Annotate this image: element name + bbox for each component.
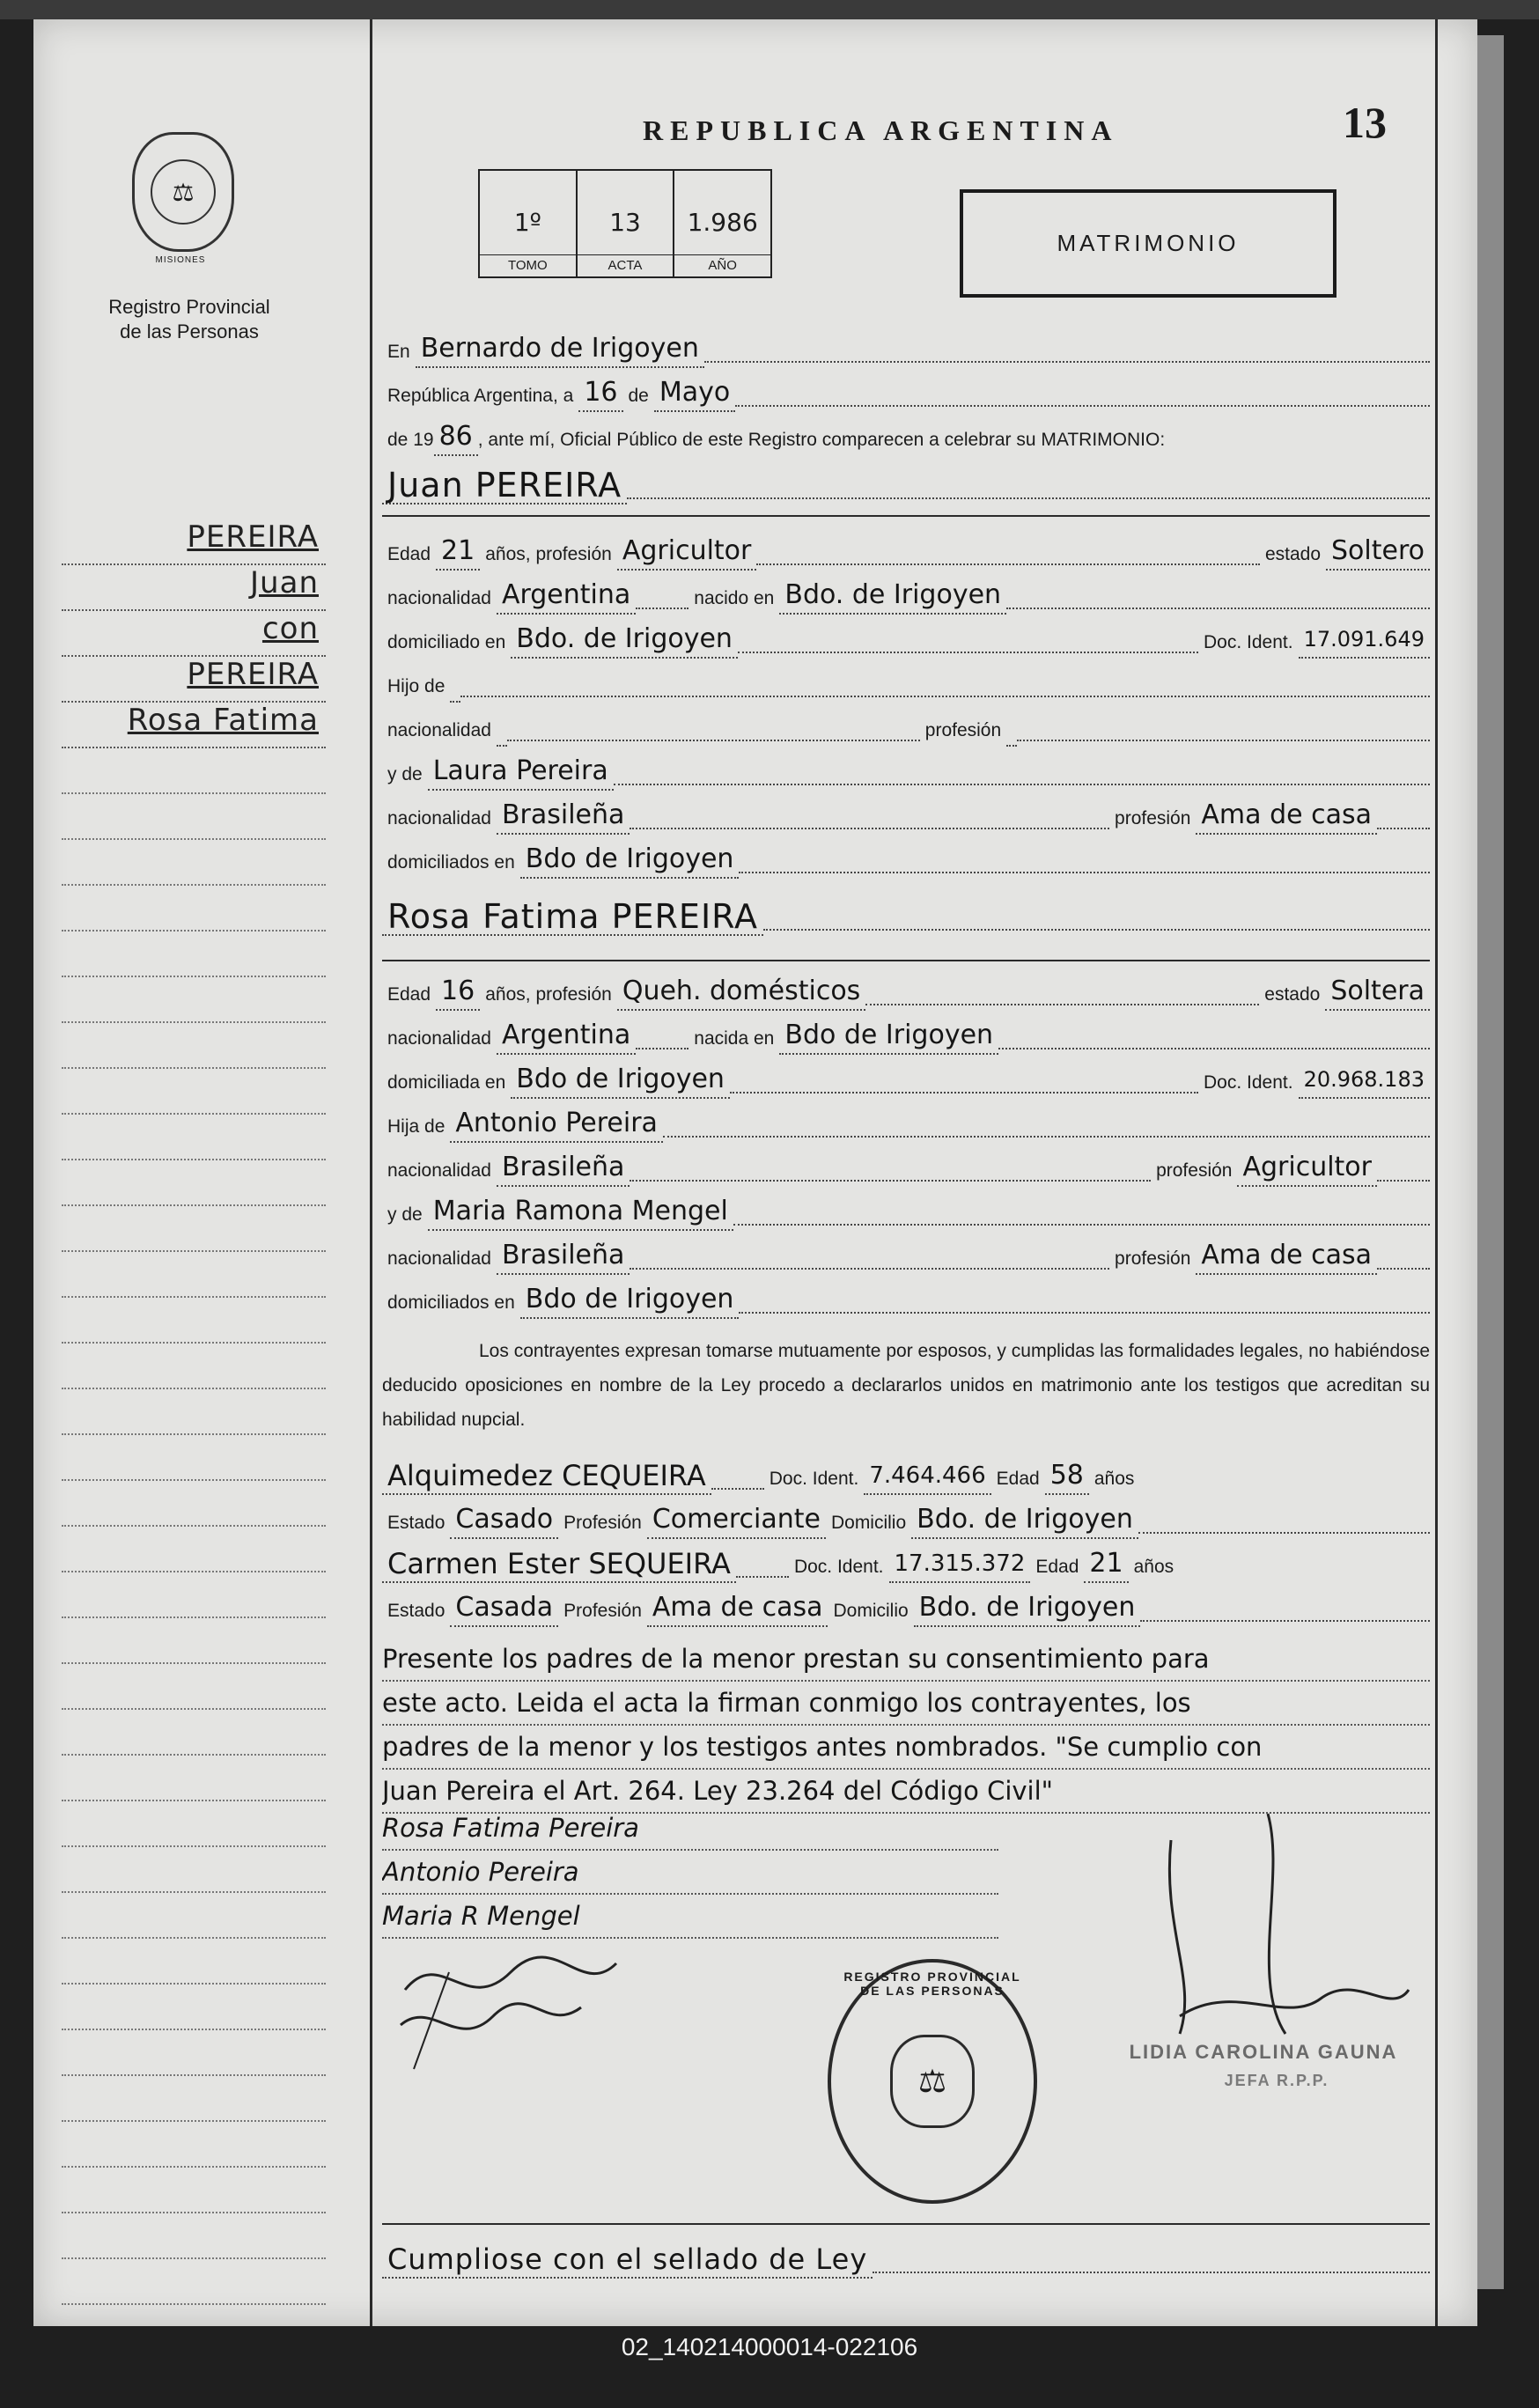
- label: nacionalidad: [387, 1248, 491, 1269]
- bride-name: Rosa Fatima PEREIRA: [382, 901, 763, 936]
- bride-mother-profession: Ama de casa: [1196, 1240, 1377, 1275]
- label: domiciliados en: [387, 852, 515, 873]
- label: Domicilio: [830, 1513, 907, 1533]
- label: de 19: [387, 430, 434, 450]
- groom-birthplace: Bdo. de Irigoyen: [779, 579, 1006, 615]
- officer-signature-icon: [1145, 1805, 1426, 2051]
- label: Hijo de: [387, 676, 446, 696]
- label: Doc. Ident.: [1204, 1072, 1293, 1093]
- coat-of-arms-icon: ⚖: [132, 132, 234, 252]
- label: Edad: [387, 544, 431, 564]
- acta-cell: [578, 171, 675, 276]
- margin-ruled-lines: [62, 748, 326, 2305]
- groom-doc: 17.091.649: [1299, 623, 1430, 659]
- record-type: MATRIMONIO: [960, 189, 1336, 298]
- witness-2-row: [382, 1541, 1430, 1583]
- divider: [382, 515, 1430, 517]
- label: nacionalidad: [387, 720, 491, 740]
- groom-father-nationality: [497, 743, 507, 747]
- bride-name-row: [382, 894, 1430, 936]
- margin-name: PEREIRA: [62, 519, 326, 565]
- book-edge-right: [1477, 35, 1504, 2289]
- handwritten-notes: [382, 1638, 1430, 1814]
- label: Edad: [996, 1469, 1040, 1489]
- label: años: [1094, 1469, 1135, 1489]
- declaration-text: Los contrayentes expresan tomarse mutuamente por esposos, y cumplidas las formalidades legales, no habiéndose deducido oposiciones en nombre de la Ley procedo a declararlos unidos en matrimonio ante los testigos que acreditan su habilidad nupcial.: [382, 1341, 1430, 1430]
- label: nacionalidad: [387, 808, 491, 828]
- groom-domicile-row: [382, 616, 1430, 659]
- officer-role: JEFA R.P.P.: [1224, 2072, 1329, 2089]
- label: En: [387, 342, 410, 362]
- label: profesión: [924, 720, 1002, 740]
- label: Edad: [1035, 1557, 1079, 1577]
- signature: Rosa Fatima Pereira: [382, 1807, 998, 1851]
- record-reference-box: [478, 169, 772, 278]
- label: años, profesión: [485, 984, 612, 1005]
- date-row: [382, 370, 1430, 412]
- witness-1-row: [382, 1453, 1430, 1495]
- witness-1-doc: 7.464.466: [864, 1460, 990, 1495]
- registry-line-1: Registro Provincial: [108, 296, 270, 318]
- bride-birthplace: Bdo de Irigoyen: [779, 1020, 998, 1055]
- acta-label: ACTA: [578, 254, 674, 273]
- place-row: [382, 326, 1430, 368]
- bride-nationality: Argentina: [497, 1020, 636, 1055]
- bride-father-nationality: Brasileña: [497, 1152, 630, 1187]
- label: Estado: [387, 1513, 446, 1533]
- witness-2-age: 21: [1084, 1548, 1128, 1583]
- divider: [382, 2223, 1430, 2225]
- label: Estado: [387, 1601, 446, 1621]
- groom-mother: Laura Pereira: [428, 755, 614, 791]
- witness-2-doc: 17.315.372: [889, 1548, 1031, 1583]
- bride-status: Soltera: [1325, 976, 1430, 1011]
- bride-age-row: [382, 968, 1430, 1011]
- margin-name: con: [62, 611, 326, 657]
- groom-mother-row: [382, 748, 1430, 791]
- year-value: 86: [434, 421, 478, 456]
- groom-name-row: [382, 462, 1430, 504]
- label: años: [1133, 1557, 1174, 1577]
- label: domiciliado en: [387, 632, 506, 652]
- groom-nationality: Argentina: [497, 579, 636, 615]
- note-line: padres de la menor y los testigos antes nombrados. "Se cumplio con: [382, 1726, 1430, 1770]
- bride-nationality-row: [382, 1013, 1430, 1055]
- registry-line-2: de las Personas: [120, 320, 259, 342]
- signatures: [382, 1807, 998, 1939]
- signature: Antonio Pereira: [382, 1851, 998, 1895]
- label: profesión: [1156, 1160, 1233, 1181]
- witness-1-status: Casado: [450, 1504, 558, 1539]
- witness-1-age: 58: [1045, 1460, 1089, 1495]
- label: Doc. Ident.: [1204, 632, 1293, 652]
- groom-father-row: [382, 660, 1430, 703]
- note-line: Juan Pereira el Art. 264. Ley 23.264 del Código Civil": [382, 1770, 1430, 1814]
- groom-nationality-row: [382, 572, 1430, 615]
- label: Doc. Ident.: [793, 1557, 884, 1577]
- stamp-emblem-icon: ⚖: [890, 2035, 975, 2128]
- bride-mother-row: [382, 1189, 1430, 1231]
- groom-mother-nationality: Brasileña: [497, 799, 630, 835]
- bride-father-row: [382, 1101, 1430, 1143]
- label: y de: [387, 1204, 423, 1225]
- margin-rule: [370, 19, 372, 2326]
- label: domiciliada en: [387, 1072, 506, 1093]
- label: Doc. Ident.: [769, 1469, 859, 1489]
- ano-value: 1.986: [687, 208, 758, 237]
- witness-2-name: Carmen Ester SEQUEIRA: [382, 1548, 736, 1583]
- label: profesión: [1115, 808, 1191, 828]
- groom-parents-domicile: Bdo de Irigoyen: [520, 843, 740, 879]
- label: de: [628, 386, 649, 406]
- right-rule: [1435, 19, 1438, 2326]
- label: Domicilio: [833, 1601, 909, 1621]
- divider: [382, 960, 1430, 961]
- groom-parents-domicile-row: [382, 836, 1430, 879]
- groom-father-profession: [1006, 743, 1017, 747]
- label: Edad: [387, 984, 431, 1005]
- label: y de: [387, 764, 423, 784]
- bride-domicile-row: [382, 1057, 1430, 1099]
- registry-name: [88, 295, 291, 344]
- label: Profesión: [563, 1513, 642, 1533]
- signature: Maria R Mengel: [382, 1895, 998, 1939]
- label: profesión: [1115, 1248, 1191, 1269]
- official-stamp: [828, 1959, 1037, 2204]
- groom-father-nat-row: [382, 704, 1430, 747]
- label: estado: [1264, 544, 1322, 564]
- bride-father-nat-row: [382, 1145, 1430, 1187]
- tomo-value: 1º: [513, 208, 541, 237]
- label: nacionalidad: [387, 1160, 491, 1181]
- groom-status: Soltero: [1326, 535, 1430, 571]
- tomo-cell: [480, 171, 578, 276]
- witness-signatures-icon: [387, 1937, 652, 2095]
- label: Hija de: [387, 1116, 446, 1137]
- image-id: 02_140214000014-022106: [621, 2333, 918, 2360]
- book-edge: [0, 0, 1539, 19]
- margin-name: PEREIRA: [62, 657, 326, 703]
- label: , ante mí, Oficial Público de este Registro comparecen a celebrar su MATRIMONIO:: [477, 430, 1166, 450]
- bride-domicile: Bdo de Irigoyen: [511, 1064, 730, 1099]
- bride-profession: Queh. domésticos: [617, 976, 865, 1011]
- groom-domicile: Bdo. de Irigoyen: [511, 623, 738, 659]
- margin-name: Juan: [62, 565, 326, 611]
- margin-name: Rosa Fatima: [62, 703, 326, 748]
- label: estado: [1264, 984, 1321, 1005]
- bride-doc: 20.968.183: [1299, 1064, 1430, 1099]
- day-value: 16: [578, 377, 622, 412]
- note-line: Presente los padres de la menor prestan su consentimiento para: [382, 1638, 1430, 1682]
- label: República Argentina, a: [387, 386, 574, 406]
- witness-2-profession: Ama de casa: [647, 1592, 828, 1627]
- bride-mother: Maria Ramona Mengel: [428, 1196, 733, 1231]
- bride-mother-nationality: Brasileña: [497, 1240, 630, 1275]
- closing-text: Cumpliose con el sellado de Ley: [382, 2243, 873, 2279]
- ano-cell: [674, 171, 770, 276]
- tomo-label: TOMO: [480, 254, 576, 273]
- groom-age: 21: [436, 535, 480, 571]
- groom-profession: Agricultor: [617, 535, 757, 571]
- witness-1-domicile: Bdo. de Irigoyen: [911, 1504, 1138, 1539]
- city-value: Bernardo de Irigoyen: [416, 333, 704, 368]
- witness-1-profession: Comerciante: [647, 1504, 826, 1539]
- witness-2-domicile: Bdo. de Irigoyen: [914, 1592, 1141, 1627]
- groom-name: Juan PEREIRA: [382, 469, 627, 504]
- bride-parents-domicile: Bdo de Irigoyen: [520, 1284, 740, 1319]
- year-row: [382, 414, 1430, 456]
- bride-parents-domicile-row: [382, 1277, 1430, 1319]
- label: domiciliados en: [387, 1292, 515, 1313]
- groom-father: [450, 699, 460, 703]
- closing-row: [382, 2236, 1430, 2279]
- witness-1-name: Alquimedez CEQUEIRA: [382, 1460, 711, 1495]
- groom-age-row: [382, 528, 1430, 571]
- witness-2-status: Casada: [450, 1592, 558, 1627]
- groom-mother-nat-row: [382, 792, 1430, 835]
- bride-age: 16: [436, 976, 480, 1011]
- page-number: 13: [1343, 98, 1387, 147]
- witness-1-details-row: [382, 1497, 1430, 1539]
- margin-names: [62, 519, 326, 748]
- label: Profesión: [563, 1601, 642, 1621]
- bride-father-profession: Agricultor: [1237, 1152, 1377, 1187]
- bride-father: Antonio Pereira: [450, 1108, 663, 1143]
- acta-value: 13: [609, 208, 641, 237]
- groom-mother-profession: Ama de casa: [1196, 799, 1377, 835]
- month-value: Mayo: [654, 377, 735, 412]
- label: años, profesión: [485, 544, 612, 564]
- label: nacido en: [694, 588, 775, 608]
- officer-name: LIDIA CAROLINA GAUNA: [1129, 2041, 1398, 2063]
- witness-2-details-row: [382, 1585, 1430, 1627]
- ano-label: AÑO: [674, 254, 770, 273]
- label: nacionalidad: [387, 1028, 491, 1049]
- country-title: REPUBLICA ARGENTINA: [643, 114, 1119, 146]
- label: nacida en: [694, 1028, 775, 1049]
- stamp-text: REGISTRO PROVINCIAL DE LAS PERSONAS: [843, 1970, 1021, 1998]
- bride-mother-nat-row: [382, 1233, 1430, 1275]
- seal-text: MISIONES: [155, 255, 206, 265]
- note-line: este acto. Leida el acta la firman conmigo los contrayentes, los: [382, 1682, 1430, 1726]
- label: nacionalidad: [387, 588, 491, 608]
